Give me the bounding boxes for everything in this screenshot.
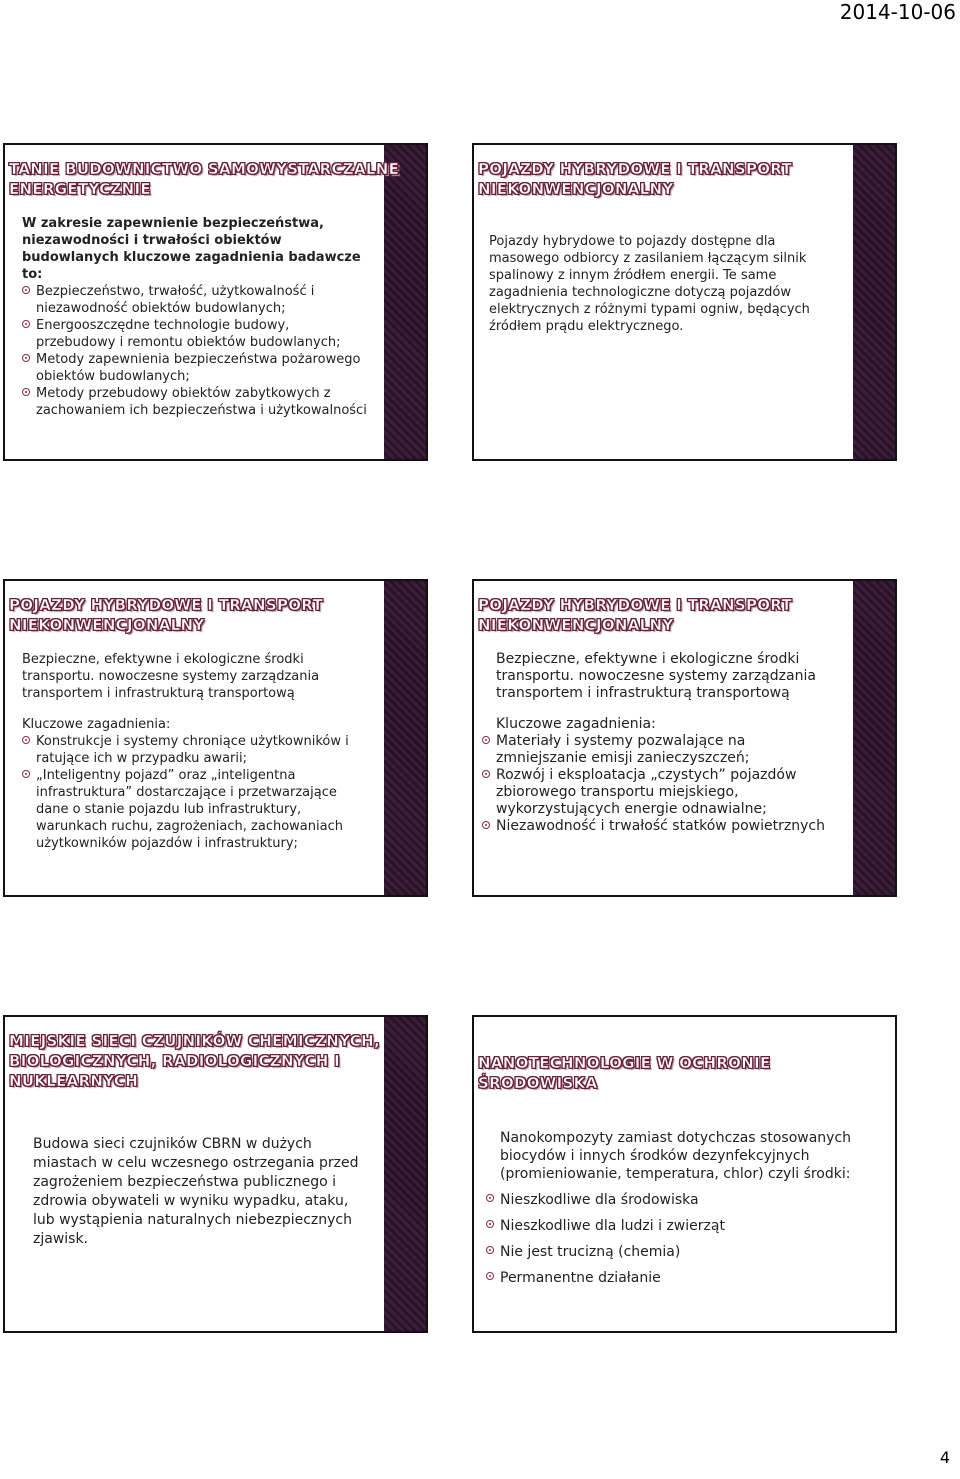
slide-text: Pojazdy hybrydowe to pojazdy dostępne dla masowego odbiorcy z zasilaniem łączącym silnik spalinowy z innym źródłem energii. Te same zagadnienia technologiczne dotyczą pojazdów elektrycznych z różnymi typami ogniw, będących źródłem prądu elektrycznego. [489, 234, 810, 334]
slide-title: POJAZDY HYBRYDOWE I TRANSPORT NIEKONWENCJONALNY [478, 160, 793, 198]
slide-2 [472, 143, 897, 461]
bullet-list [482, 733, 840, 835]
slide-intro: W zakresie zapewnienie bezpieczeństwa, niezawodności i trwałości obiektów budowlanych kluczowe zagadnienia badawcze to: [22, 216, 361, 282]
bullet-list [486, 1191, 895, 1287]
list-item: Rozwój i eksploatacja „czystych” pojazdów zbiorowego transportu miejskiego, wykorzystujących energie odnawialne; [482, 767, 840, 818]
slide-4 [472, 579, 897, 897]
bullet-icon [22, 736, 30, 744]
bullet-icon [22, 388, 30, 396]
bullet-icon [22, 354, 30, 362]
list-item: Bezpieczeństwo, trwałość, użytkowalność i niezawodność obiektów budowlanych; [22, 283, 371, 317]
slide-title: NANOTECHNOLOGIE W OCHRONIE ŚRODOWISKA [478, 1054, 771, 1092]
bullet-icon [486, 1220, 494, 1228]
list-item: Materiały i systemy pozwalające na zmniejszanie emisji zanieczyszczeń; [482, 733, 840, 767]
slide-title: MIEJSKIE SIECI CZUJNIKÓW CHEMICZNYCH, BIOLOGICZNYCH, RADIOLOGICZNYCH I NUKLEARNYCH [9, 1032, 380, 1090]
bullet-list [22, 733, 371, 852]
bullet-icon [22, 770, 30, 778]
slide-subheading: Kluczowe zagadnienia: [22, 717, 171, 732]
bullet-icon [486, 1272, 494, 1280]
slide-body [22, 651, 371, 852]
slide-body [482, 651, 840, 835]
slide-5 [3, 1015, 428, 1333]
bullet-icon [482, 770, 490, 778]
bullet-icon [486, 1246, 494, 1254]
slide-3 [3, 579, 428, 897]
slide-intro: Bezpieczne, efektywne i ekologiczne środki transportu. nowoczesne systemy zarządzania transportem i infrastrukturą transportową [22, 652, 320, 701]
list-item: Niezawodność i trwałość statków powietrznych [482, 818, 840, 835]
slide-intro: Nanokompozyty zamiast dotychczas stosowanych biocydów i innych środków dezynfekcyjnych (promieniowanie, temperatura, chlor) czyli środki: [500, 1130, 852, 1182]
slide-title: TANIE BUDOWNICTWO SAMOWYSTARCZALNE ENERGETYCZNIE [9, 160, 400, 198]
slide-title: POJAZDY HYBRYDOWE I TRANSPORT NIEKONWENCJONALNY [9, 596, 324, 634]
list-item: Energooszczędne technologie budowy, przebudowy i remontu obiektów budowlanych; [22, 317, 371, 351]
list-item: Permanentne działanie [486, 1269, 895, 1287]
slide-intro: Bezpieczne, efektywne i ekologiczne środki transportu. nowoczesne systemy zarządzania transportem i infrastrukturą transportową [496, 651, 816, 701]
bullet-icon [482, 736, 490, 744]
list-item: Nieszkodliwe dla ludzi i zwierząt [486, 1217, 895, 1235]
bullet-icon [22, 286, 30, 294]
page-date: 2014-10-06 [839, 0, 956, 24]
bullet-icon [482, 821, 490, 829]
slide-body [22, 215, 371, 419]
slide-body [489, 233, 840, 335]
list-item: Konstrukcje i systemy chroniące użytkowników i ratujące ich w przypadku awarii; [22, 733, 371, 767]
slide-body [486, 1129, 895, 1287]
bullet-icon [486, 1194, 494, 1202]
slide-subheading: Kluczowe zagadnienia: [496, 716, 656, 732]
list-item: Metody przebudowy obiektów zabytkowych z zachowaniem ich bezpieczeństwa i użytkowalności [22, 385, 371, 419]
page-number: 4 [939, 1448, 950, 1467]
slide-body [33, 1135, 371, 1249]
slide-6 [472, 1015, 897, 1333]
list-item: „Inteligentny pojazd” oraz „inteligentna infrastruktura” dostarczające i przetwarzające dane o stanie pojazdu lub infrastruktury, warunkach ruchu, zagrożeniach, zachowaniach użytkowników pojazdów i infrastruktury; [22, 767, 371, 852]
bullet-icon [22, 320, 30, 328]
list-item: Nieszkodliwe dla środowiska [486, 1191, 895, 1209]
bullet-list [22, 283, 371, 419]
list-item: Nie jest trucizną (chemia) [486, 1243, 895, 1261]
slide-1 [3, 143, 428, 461]
slide-text: Budowa sieci czujników CBRN w dużych miastach w celu wczesnego ostrzegania przed zagrożeniem bezpieczeństwa publicznego i zdrowia obywateli w wyniku wypadku, ataku, lub wystąpienia naturalnych niebezpiecznych zjawisk. [33, 1136, 359, 1247]
list-item: Metody zapewnienia bezpieczeństwa pożarowego obiektów budowlanych; [22, 351, 371, 385]
slide-title: POJAZDY HYBRYDOWE I TRANSPORT NIEKONWENCJONALNY [478, 596, 793, 634]
